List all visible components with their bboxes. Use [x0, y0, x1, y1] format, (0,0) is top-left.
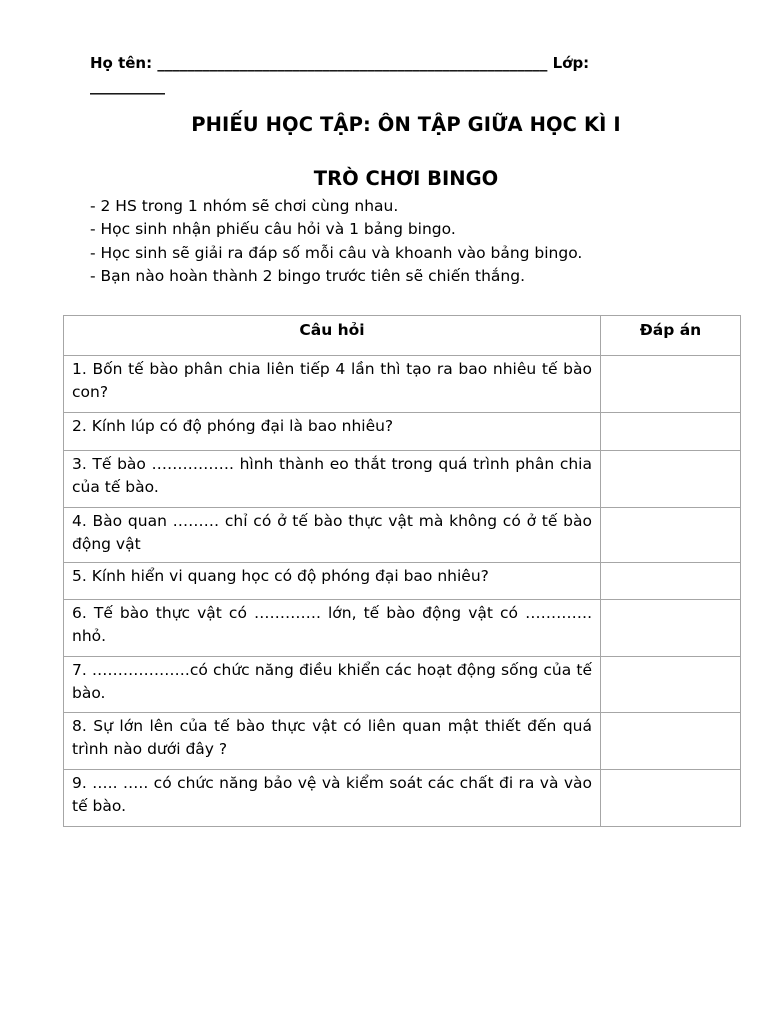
question-table [63, 315, 741, 827]
table-row [64, 413, 741, 451]
worksheet-title: PHIẾU HỌC TẬP: ÔN TẬP GIỮA HỌC KÌ I [191, 113, 621, 136]
question-cell: 6. Tế bào thực vật có …………. lớn, tế bào động vật có …………. nhỏ. [64, 600, 601, 657]
question-cell: 4. Bào quan ……… chỉ có ở tế bào thực vật mà không có ở tế bào động vật [64, 508, 601, 563]
answer-cell[interactable] [601, 413, 741, 451]
answer-cell[interactable] [601, 451, 741, 508]
table-row [64, 356, 741, 413]
answer-cell[interactable] [601, 713, 741, 770]
question-cell: 7. ……………….có chức năng điều khiển các hoạt động sống của tế bào. [64, 657, 601, 713]
table-row [64, 713, 741, 770]
name-label: Họ tên: [90, 54, 153, 72]
table-row [64, 657, 741, 713]
question-cell: 9. ….. ….. có chức năng bảo vệ và kiểm soát các chất đi ra và vào tế bào. [64, 770, 601, 827]
table-row [64, 451, 741, 508]
table-row [64, 563, 741, 600]
table-row [64, 600, 741, 657]
answer-cell[interactable] [601, 657, 741, 713]
question-cell: 3. Tế bào ……………. hình thành eo thắt trong quá trình phân chia của tế bào. [64, 451, 601, 508]
question-column-header: Câu hỏi [64, 316, 601, 356]
table-row [64, 508, 741, 563]
answer-cell[interactable] [601, 600, 741, 657]
rule-item: - Bạn nào hoàn thành 2 bingo trước tiên sẽ chiến thắng. [90, 266, 526, 285]
question-cell: 8. Sự lớn lên của tế bào thực vật có liên quan mật thiết đến quá trình nào dưới đây ? [64, 713, 601, 770]
question-cell: 1. Bốn tế bào phân chia liên tiếp 4 lần thì tạo ra bao nhiêu tế bào con? [64, 356, 601, 413]
question-cell: 2. Kính lúp có độ phóng đại là bao nhiêu? [64, 413, 601, 451]
answer-cell[interactable] [601, 356, 741, 413]
rules-list [90, 195, 730, 288]
rule-item: - Học sinh sẽ giải ra đáp số mỗi câu và khoanh vào bảng bingo. [90, 243, 583, 262]
question-cell: 5. Kính hiển vi quang học có độ phóng đại bao nhiêu? [64, 563, 601, 600]
student-info-line [90, 52, 650, 98]
table-row [64, 770, 741, 827]
answer-cell[interactable] [601, 770, 741, 827]
game-title: TRÒ CHƠI BINGO [313, 167, 499, 190]
class-label: Lớp: [552, 54, 590, 72]
class-blank: __________ [90, 77, 165, 95]
answer-column-header: Đáp án [601, 316, 741, 356]
name-blank: ____________________________________________________ [157, 54, 548, 72]
answer-cell[interactable] [601, 563, 741, 600]
table-header-row [64, 316, 741, 356]
rule-item: - Học sinh nhận phiếu câu hỏi và 1 bảng bingo. [90, 220, 456, 239]
rule-item: - 2 HS trong 1 nhóm sẽ chơi cùng nhau. [90, 197, 399, 215]
answer-cell[interactable] [601, 508, 741, 563]
